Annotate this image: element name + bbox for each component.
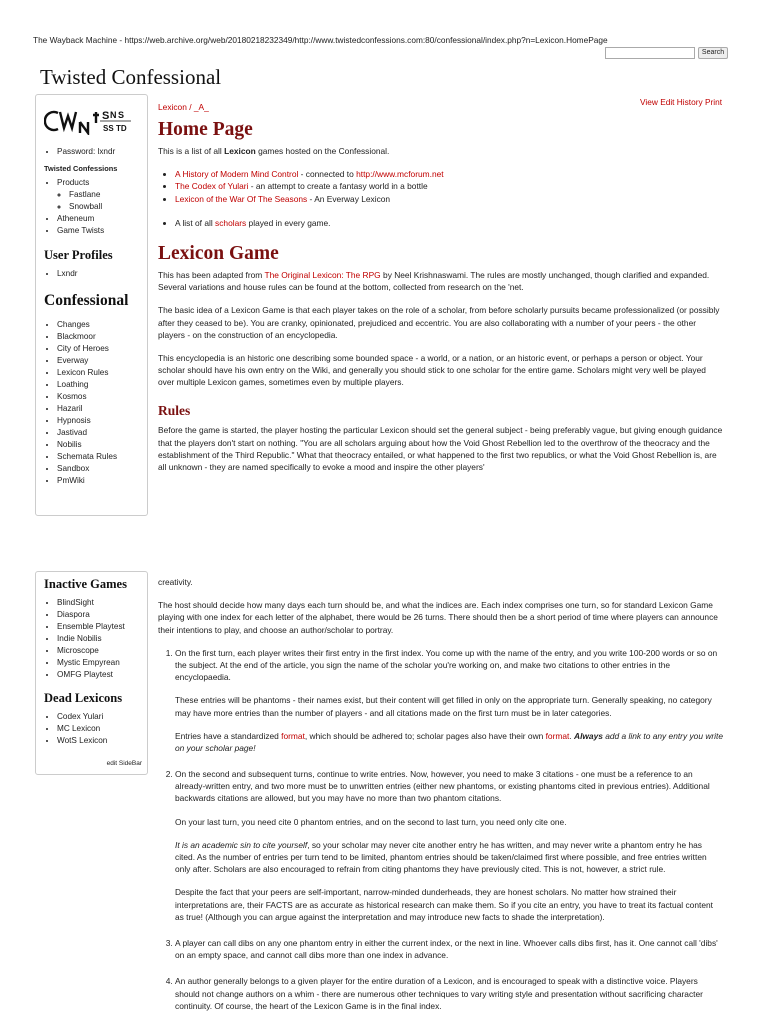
intro-text: This is a list of all Lexicon games hosted on the Confessional. [158,146,390,156]
list-item: • The Codex of Yulari - an attempt to create a fantasy world in a bottle [175,180,723,192]
breadcrumb-group-link[interactable]: Lexicon [158,102,187,112]
sidebar-item-diaspora[interactable]: Diaspora [57,610,90,620]
dead-lexicons-heading: Dead Lexicons [44,691,123,706]
inactive-games-heading: Inactive Games [44,577,127,591]
sidebar-item-pmwiki[interactable]: PmWiki [57,475,85,485]
sidebar-item-nobilis[interactable]: Nobilis [57,439,82,449]
creativity-text: creativity. [158,577,193,587]
sidebar [35,94,148,516]
sidebar-item-atheneum[interactable]: Atheneum [57,213,95,223]
sidebar-item-wots-lexicon[interactable]: WotS Lexicon [57,736,108,746]
before-game-text: Before the game is started, the player hosting the particular Lexicon should set the general subject - being preferably vague, but giving enough guidance that the players don't start on nothing. "You are all scholars arguing about how the Void Ghost Rebellion led to the overthrow of the theocracy and the establishment of the Third Republic." What that theocracy entailed, or what happened to the first two republics, or what the Void Ghost Rebellion is, are all unknown - they are named specifically to evoke a mood and inspire the other players' [158,425,723,472]
svg-text:SS: SS [103,124,114,133]
sidebar-item-ensemble-playtest[interactable]: Ensemble Playtest [57,622,125,632]
sidebar-group-label: Twisted Confessions [44,164,118,174]
scholar-format-link[interactable]: format [545,730,570,741]
rule-step-1: 1. On the first turn, each player writes their first entry in the first index. You come up with the name of the entry, and you write 100-200 words or so on the subject. At the end of the article, you sign the name of the scholar you're working on, and make two citations to other entries in the encyclopaedia. These entries will be phantoms - their names exist, but their content will get filled in only on the appropriate turn. Generally speaking, no category may have more entries than the number of players - and all citations made on the first turn must be in later categories. Entries have a standardized format, which should be adhered to; scholar pages also have their own format. Always add a link to any entry you write on your scholar page! [175,647,723,754]
svg-text:N: N [110,110,117,120]
breadcrumb [158,101,209,113]
sidebar-item-everway[interactable]: Everway [57,355,89,365]
sidebar-item-blackmoor[interactable]: Blackmoor [57,331,96,341]
sidebar-item-mystic-empyrean[interactable]: Mystic Empyrean [57,658,120,668]
wayback-bar-text: The Wayback Machine - https://web.archive.org/web/20180218232349/http://www.twistedconfessions.com:80/confessional/index.php?n=Lexicon.HomePage [33,35,608,45]
scholars-link[interactable]: scholars [215,217,247,228]
scholars-list [158,217,723,229]
twisted-confessions-logo-icon[interactable] [44,107,132,135]
sidebar-item-kosmos[interactable]: Kosmos [57,391,87,401]
page-title: Home Page [158,119,253,140]
list-item: • Lexicon of the War Of The Seasons - An Everway Lexicon [175,193,723,205]
svg-text:S: S [102,110,110,122]
sidebar-item-indie-nobilis[interactable]: Indie Nobilis [57,634,102,644]
sidebar-item-microscope[interactable]: Microscope [57,646,99,656]
sidebar-item-schemata-rules[interactable]: Schemata Rules [57,451,118,461]
original-lexicon-link[interactable]: The Original Lexicon: The RPG [264,269,381,280]
list-item: • A History of Modern Mind Control - connected to http://www.mcforum.net [175,168,723,180]
game-link-war-of-seasons[interactable]: Lexicon of the War Of The Seasons [175,193,308,204]
main-content-continued [158,576,723,1026]
list-item: • A list of all scholars played in every game. [175,217,723,229]
edit-sidebar-link[interactable]: edit SideBar [106,760,142,768]
view-link[interactable]: View [640,97,658,107]
sidebar-item-jastivad[interactable]: Jastivad [57,427,88,437]
search-input[interactable] [605,47,695,59]
main-content [158,119,723,484]
sidebar-item-hypnosis[interactable]: Hypnosis [57,415,91,425]
sidebar-item-snowball[interactable]: Snowball [69,201,103,211]
confessional-heading: Confessional [44,292,129,310]
sidebar-continued [35,571,148,775]
sidebar-item-fastlane[interactable]: Fastlane [69,189,101,199]
sidebar-item-products[interactable]: Products [57,177,90,187]
print-link[interactable]: Print [704,97,722,107]
entry-format-link[interactable]: format [281,730,305,741]
sidebar-item-sandbox[interactable]: Sandbox [57,463,90,473]
sidebar-item-city-of-heroes[interactable]: City of Heroes [57,343,109,353]
rule-step-2: 2. On the second and subsequent turns, continue to write entries. Now, however, you need to make 3 citations - one must be a reference to an already-written entry, and two more must be to unwritten entries (either new phantoms, or existing phantoms cited in previous entries). Additional backwards citations are allowed, but you may have no more than two phantom citations. On your last turn, you need cite 0 phantom entries, and on the second to last turn, you need only cite one. It is an academic sin to cite yourself, so your scholar may never cite another entry he has written, and may never write a phantom entry he has cited. As the number of entries per turn tend to be limited, phantom entries should be taken/claimed first where possible, and free entries written only after. Scholars are also encouraged to refrain from citing phantoms they have previously cited. This is not, however, a strict rule. Despite the fact that your peers are self-important, narrow-minded dunderheads, they are honest scholars. No matter how strained their interpretations are, their FACTS are as accurate as historical research can make them. So if you cite an entry, you have to treat its factual content as true! (Although you can argue against the interpretation and may introduce new facts to shade the interpretation). [175,768,723,923]
rules-heading: Rules [158,403,191,419]
breadcrumb-separator: / [186,102,194,112]
sidebar-item-codex-yulari[interactable]: Codex Yulari [57,712,104,722]
sidebar-item-blindsight[interactable]: BlindSight [57,598,94,608]
encyclopedia-text: This encyclopedia is an historic one describing some bounded space - a world, or a nation, or an historic event, or perhaps a person or object. Your scholar should have his own entry on the Wiki, and generally you should stick to one scholar for the entire game. Scholars might very well be played over multiple Lexicon games, sometimes even by multiple players. [158,352,706,388]
sidebar-item-lxndr[interactable]: Lxndr [57,269,78,279]
sidebar-item-omfg-playtest[interactable]: OMFG Playtest [57,670,113,680]
edit-link[interactable]: Edit [660,97,675,107]
mcforum-link[interactable]: http://www.mcforum.net [356,169,444,180]
sidebar-item-loathing[interactable]: Loathing [57,379,89,389]
rule-step-4: 4. An author generally belongs to a given player for the entire duration of a Lexicon, and is encouraged to speak with a distinctive voice. Players should not change authors on a whim - there are numerous other techniques to vary writing style and presentation without sacrificing character continuity. Of course, the heart of the Lexicon Game is in the final index. [175,975,723,1012]
sidebar-item-game-twists[interactable]: Game Twists [57,225,105,235]
svg-text:S: S [118,110,125,120]
page-actions [560,96,722,108]
lexicon-game-heading: Lexicon Game [158,242,279,264]
rules-list [158,647,723,1012]
sidebar-item-mc-lexicon[interactable]: MC Lexicon [57,724,101,734]
password-note: • Password: lxndr [57,146,142,158]
user-profiles-heading: User Profiles [44,247,113,262]
breadcrumb-page-link[interactable]: _A_ [193,102,209,112]
sidebar-item-hazaril[interactable]: Hazaril [57,403,83,413]
adapted-text: This has been adapted from The Original Lexicon: The RPG by Neel Krishnaswami. The rules are mostly unchanged, though clarified and expanded. Several variations and house rules can be found at the bottom, collected from research on the 'net. [158,269,710,293]
basic-idea-text: The basic idea of a Lexicon Game is that each player takes on the role of a scholar, from before scholarly pursuits became professionalized (or possibly after they ceased to be). You are cranky, opinionated, prejudiced and eccentric. You are also collaborating with a number of your peers - the other players - on the construction of an encyclopedia. [158,305,720,340]
host-text: The host should decide how many days each turn should be, and what the indices are. Each index comprises one turn, so for standard Lexicon Game playing with one index for each letter of the alphabet, there would be 26 turns. There should then be a short period of time where players can announce their intentions to play, and choose an author/scholar to portray. [158,600,718,635]
search-button[interactable]: Search [698,47,728,59]
svg-text:TD: TD [116,124,127,133]
game-link-codex-yulari[interactable]: The Codex of Yulari [175,181,249,192]
games-list [158,168,723,205]
game-link-mind-control[interactable]: A History of Modern Mind Control [175,169,299,180]
site-title: Twisted Confessional [40,65,222,89]
sidebar-item-lexicon-rules[interactable]: Lexicon Rules [57,367,109,377]
history-link[interactable]: History [676,97,703,107]
sidebar-item-changes[interactable]: Changes [57,319,90,329]
rule-step-3: 3. A player can call dibs on any one phantom entry in either the current index, or the next in line. Whoever calls dibs first, has it. One cannot call 'dibs' on an empty space, and cannot call dibs more than one index in advance. [175,937,723,961]
